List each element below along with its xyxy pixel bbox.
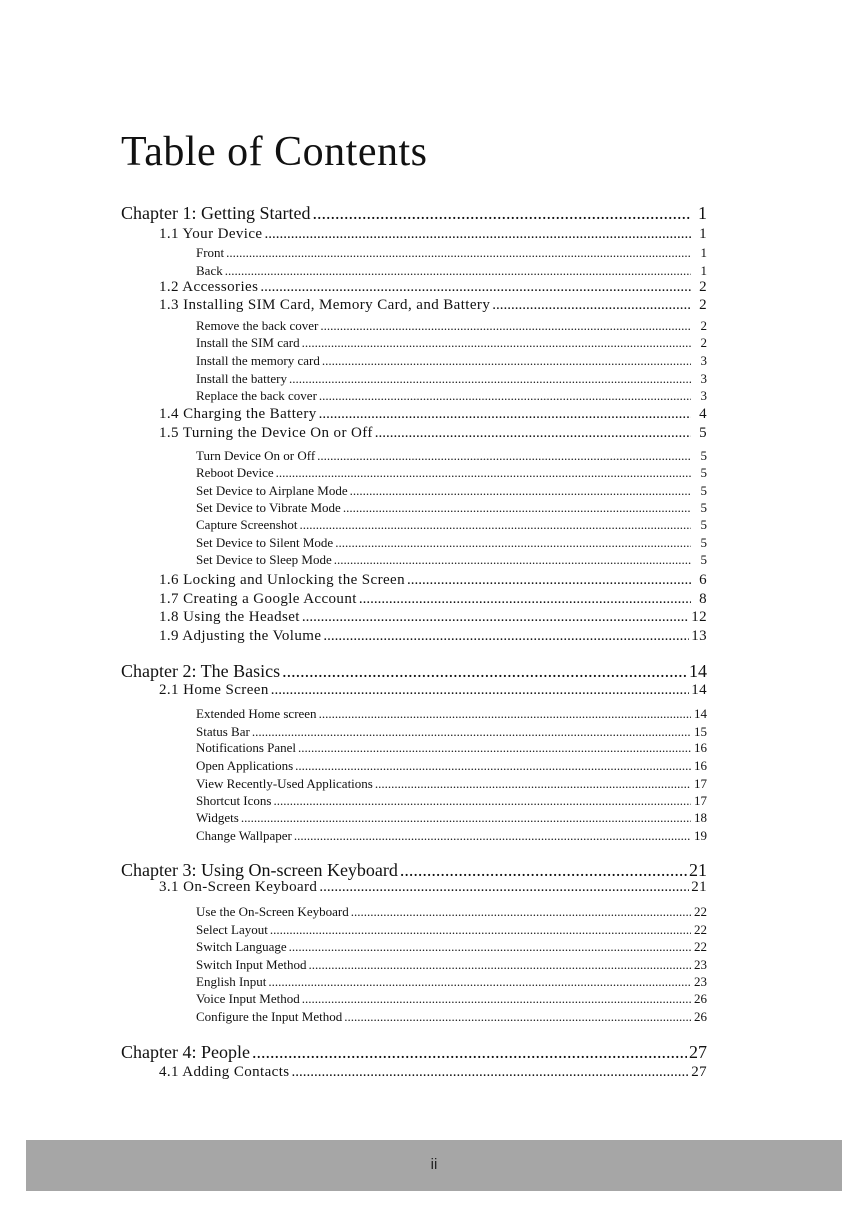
- toc-entry[interactable]: [159, 682, 707, 708]
- toc-entry-label: Chapter 3: Using On-screen Keyboard: [121, 860, 398, 880]
- toc-entry-page: 27: [691, 1064, 707, 1080]
- toc-leader-dots: [299, 517, 691, 533]
- toc-entry-page: 5: [700, 552, 707, 567]
- toc-entry-label: Set Device to Sleep Mode: [196, 552, 332, 567]
- toc-entry-label: 1.4 Charging the Battery: [159, 406, 317, 422]
- toc-leader-dots: [241, 810, 691, 826]
- toc-entry-page: 12: [691, 609, 707, 625]
- toc-entry-label: Switch Language: [196, 939, 287, 954]
- toc-leader-dots: [407, 572, 691, 589]
- toc-entry-page: 3: [700, 353, 707, 368]
- toc-leader-dots: [268, 974, 691, 990]
- toc-entry-label: Chapter 2: The Basics: [121, 661, 281, 681]
- toc-entry-page: 3: [700, 388, 707, 403]
- toc-entry-label: Voice Input Method: [196, 991, 300, 1006]
- toc-entry-label: Install the memory card: [196, 353, 320, 368]
- toc-entry-page: 27: [689, 1042, 707, 1062]
- toc-entry-page: 19: [694, 828, 707, 843]
- toc-entry-page: 26: [694, 1009, 707, 1024]
- toc-entry-label: 1.1 Your Device: [159, 226, 263, 242]
- toc-entry-label: Set Device to Vibrate Mode: [196, 500, 341, 515]
- toc-entry-page: 14: [691, 682, 707, 698]
- toc-entry-label: Status Bar: [196, 724, 250, 739]
- toc-leader-dots: [317, 448, 691, 464]
- toc-leader-dots: [492, 297, 691, 314]
- toc-entry-page: 21: [691, 879, 707, 895]
- toc-leader-dots: [319, 879, 689, 896]
- toc-entry-page: 2: [699, 297, 707, 313]
- toc-leader-dots: [273, 793, 691, 809]
- toc-entry-page: 22: [694, 904, 707, 919]
- toc-leader-dots: [260, 279, 691, 296]
- toc-entry-page: 15: [694, 724, 707, 739]
- toc-entry-page: 14: [689, 661, 707, 681]
- toc-leader-dots: [350, 483, 691, 499]
- toc-entry-label: Install the battery: [196, 371, 287, 386]
- toc-entry-label: Chapter 1: Getting Started: [121, 203, 311, 223]
- toc-leader-dots: [343, 500, 691, 516]
- toc-entry[interactable]: [196, 828, 707, 854]
- toc-entry-label: Install the SIM card: [196, 335, 300, 350]
- toc-entry-label: Extended Home screen: [196, 706, 317, 721]
- toc-entry-label: Front: [196, 245, 225, 260]
- toc-entry-label: 1.9 Adjusting the Volume: [159, 628, 322, 644]
- toc-entry[interactable]: [196, 1009, 707, 1035]
- toc-entry-page: 13: [691, 628, 707, 644]
- page-title: Table of Contents: [121, 129, 428, 175]
- toc-entry-label: Open Applications: [196, 758, 294, 773]
- toc-leader-dots: [294, 828, 691, 844]
- toc-entry-page: 17: [694, 776, 707, 791]
- toc-leader-dots: [319, 706, 691, 722]
- toc-entry-label: Select Layout: [196, 922, 268, 937]
- toc-entry-label: 1.8 Using the Headset: [159, 609, 300, 625]
- toc-leader-dots: [226, 245, 691, 261]
- toc-entry[interactable]: [159, 1064, 707, 1090]
- toc-entry-label: Widgets: [196, 810, 239, 825]
- toc-entry-label: 1.3 Installing SIM Card, Memory Card, and Battery: [159, 297, 491, 313]
- footer-page-number: ii: [430, 1156, 438, 1173]
- toc-leader-dots: [276, 465, 691, 481]
- toc-entry-page: 3: [700, 371, 707, 386]
- toc-entry-label: 4.1 Adding Contacts: [159, 1064, 290, 1080]
- toc-entry-page: 2: [700, 335, 707, 350]
- toc-leader-dots: [295, 758, 691, 774]
- toc-entry-page: 6: [699, 572, 707, 588]
- toc-leader-dots: [359, 591, 691, 608]
- toc-entry-page: 1: [700, 263, 707, 278]
- toc-entry-label: 1.2 Accessories: [159, 279, 259, 295]
- toc-entry-label: 1.5 Turning the Device On or Off: [159, 425, 373, 441]
- toc-leader-dots: [351, 904, 691, 920]
- toc-entry-page: 5: [700, 535, 707, 550]
- toc-entry-page: 1: [698, 203, 707, 223]
- toc-entry-page: 23: [694, 974, 707, 989]
- toc-leader-dots: [302, 335, 691, 351]
- toc-leader-dots: [319, 388, 691, 404]
- toc-entry-label: Use the On-Screen Keyboard: [196, 904, 349, 919]
- toc-leader-dots: [400, 860, 687, 881]
- toc-leader-dots: [344, 1009, 691, 1025]
- toc-entry-label: Remove the back cover: [196, 318, 319, 333]
- toc-leader-dots: [270, 922, 691, 938]
- toc-leader-dots: [322, 353, 691, 369]
- toc-leader-dots: [265, 226, 692, 243]
- toc-leader-dots: [271, 682, 689, 699]
- toc-entry-label: Turn Device On or Off: [196, 448, 316, 463]
- toc-leader-dots: [323, 628, 689, 645]
- toc-entry-label: Back: [196, 263, 223, 278]
- toc-entry-page: 5: [700, 500, 707, 515]
- toc-leader-dots: [289, 371, 691, 387]
- toc-leader-dots: [225, 263, 691, 279]
- toc-entry[interactable]: [159, 628, 707, 654]
- toc-entry-label: 2.1 Home Screen: [159, 682, 269, 698]
- toc-entry-page: 2: [699, 279, 707, 295]
- toc-entry-page: 1: [699, 226, 707, 242]
- toc-entry-label: 3.1 On-Screen Keyboard: [159, 879, 318, 895]
- page-footer: [26, 1140, 842, 1191]
- toc-entry-label: Configure the Input Method: [196, 1009, 343, 1024]
- toc-leader-dots: [334, 552, 691, 568]
- toc-entry-page: 26: [694, 991, 707, 1006]
- toc-entry[interactable]: [159, 879, 707, 905]
- toc-entry-page: 17: [694, 793, 707, 808]
- toc-entry-label: 1.6 Locking and Unlocking the Screen: [159, 572, 406, 588]
- toc-leader-dots: [319, 406, 691, 423]
- toc-entry-page: 18: [694, 810, 707, 825]
- toc-entry-label: English Input: [196, 974, 267, 989]
- toc-entry-label: View Recently-Used Applications: [196, 776, 373, 791]
- toc-entry-page: 22: [694, 922, 707, 937]
- toc-leader-dots: [252, 724, 691, 740]
- toc-leader-dots: [375, 425, 691, 442]
- toc-entry-page: 1: [700, 245, 707, 260]
- toc-entry-label: 1.7 Creating a Google Account: [159, 591, 357, 607]
- toc-entry-page: 22: [694, 939, 707, 954]
- toc-entry-label: Switch Input Method: [196, 957, 307, 972]
- toc-entry-page: 14: [694, 706, 707, 721]
- toc-entry-label: Capture Screenshot: [196, 517, 298, 532]
- toc-entry-page: 5: [700, 448, 707, 463]
- toc-entry-page: 23: [694, 957, 707, 972]
- toc-entry-page: 4: [699, 406, 707, 422]
- toc-leader-dots: [302, 991, 691, 1007]
- toc-leader-dots: [309, 957, 692, 973]
- toc-entry-page: 16: [694, 740, 707, 755]
- toc-entry-label: Shortcut Icons: [196, 793, 272, 808]
- toc-entry-page: 5: [700, 517, 707, 532]
- toc-entry-page: 5: [700, 465, 707, 480]
- toc-leader-dots: [375, 776, 691, 792]
- toc-entry-page: 8: [699, 591, 707, 607]
- toc-leader-dots: [312, 203, 691, 224]
- toc-leader-dots: [320, 318, 691, 334]
- toc-entry-label: Set Device to Silent Mode: [196, 535, 334, 550]
- toc-entry-page: 16: [694, 758, 707, 773]
- toc-entry-page: 2: [700, 318, 707, 333]
- toc-entry-page: 5: [699, 425, 707, 441]
- toc-entry-label: Reboot Device: [196, 465, 274, 480]
- toc-leader-dots: [289, 939, 691, 955]
- toc-leader-dots: [282, 661, 687, 682]
- toc-entry-label: Set Device to Airplane Mode: [196, 483, 348, 498]
- toc-entry-page: 21: [689, 860, 707, 880]
- toc-entry-label: Replace the back cover: [196, 388, 317, 403]
- toc-leader-dots: [302, 609, 689, 626]
- toc-leader-dots: [298, 740, 691, 756]
- toc-entry-label: Change Wallpaper: [196, 828, 292, 843]
- toc-leader-dots: [252, 1042, 687, 1063]
- toc-leader-dots: [292, 1064, 690, 1081]
- toc-entry-label: Chapter 4: People: [121, 1042, 250, 1062]
- toc-entry-label: Notifications Panel: [196, 740, 297, 755]
- toc-entry-page: 5: [700, 483, 707, 498]
- toc-leader-dots: [335, 535, 691, 551]
